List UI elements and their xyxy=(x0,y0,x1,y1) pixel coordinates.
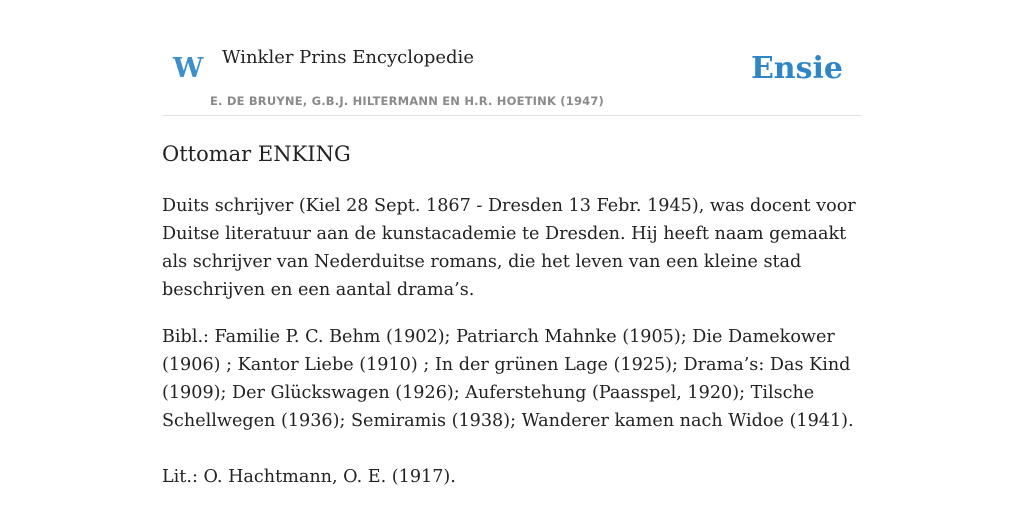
article-paragraph-literature: Lit.: O. Hachtmann, O. E. (1917). xyxy=(162,467,456,487)
article-paragraph-intro: Duits schrijver (Kiel 28 Sept. 1867 - Dresden 13 Febr. 1945), was docent voor Duitse literatuur aan de kunstacademie te Dresden. Hij heeft naam gemaakt als schrijver van Nederduitse romans, die het leven van een kleine stad beschrijven en een aantal drama’s. xyxy=(162,196,856,300)
article-body xyxy=(162,138,862,491)
article-paragraph-bibliography: Bibl.: Familie P. C. Behm (1902); Patriarch Mahnke (1905); Die Damekower (1906) ; Kantor Liebe (1910) ; In der grünen Lage (1925); Drama’s: Das Kind (1909); Der Glückswagen (1926); Auferstehung (Paasspel, 1920); Tilsche Schellwegen (1936); Semiramis (1938); Wanderer kamen nach Widoe (1941). xyxy=(162,327,854,431)
source-header xyxy=(162,0,862,116)
source-logo-icon[interactable]: W xyxy=(173,53,204,84)
source-authors: E. DE BRUYNE, G.B.J. HILTERMANN EN H.R. HOETINK (1947) xyxy=(210,94,605,108)
source-title[interactable]: Winkler Prins Encyclopedie xyxy=(222,47,474,68)
brand-logo[interactable]: Ensie xyxy=(750,51,843,86)
article-title: Ottomar ENKING xyxy=(162,142,351,166)
